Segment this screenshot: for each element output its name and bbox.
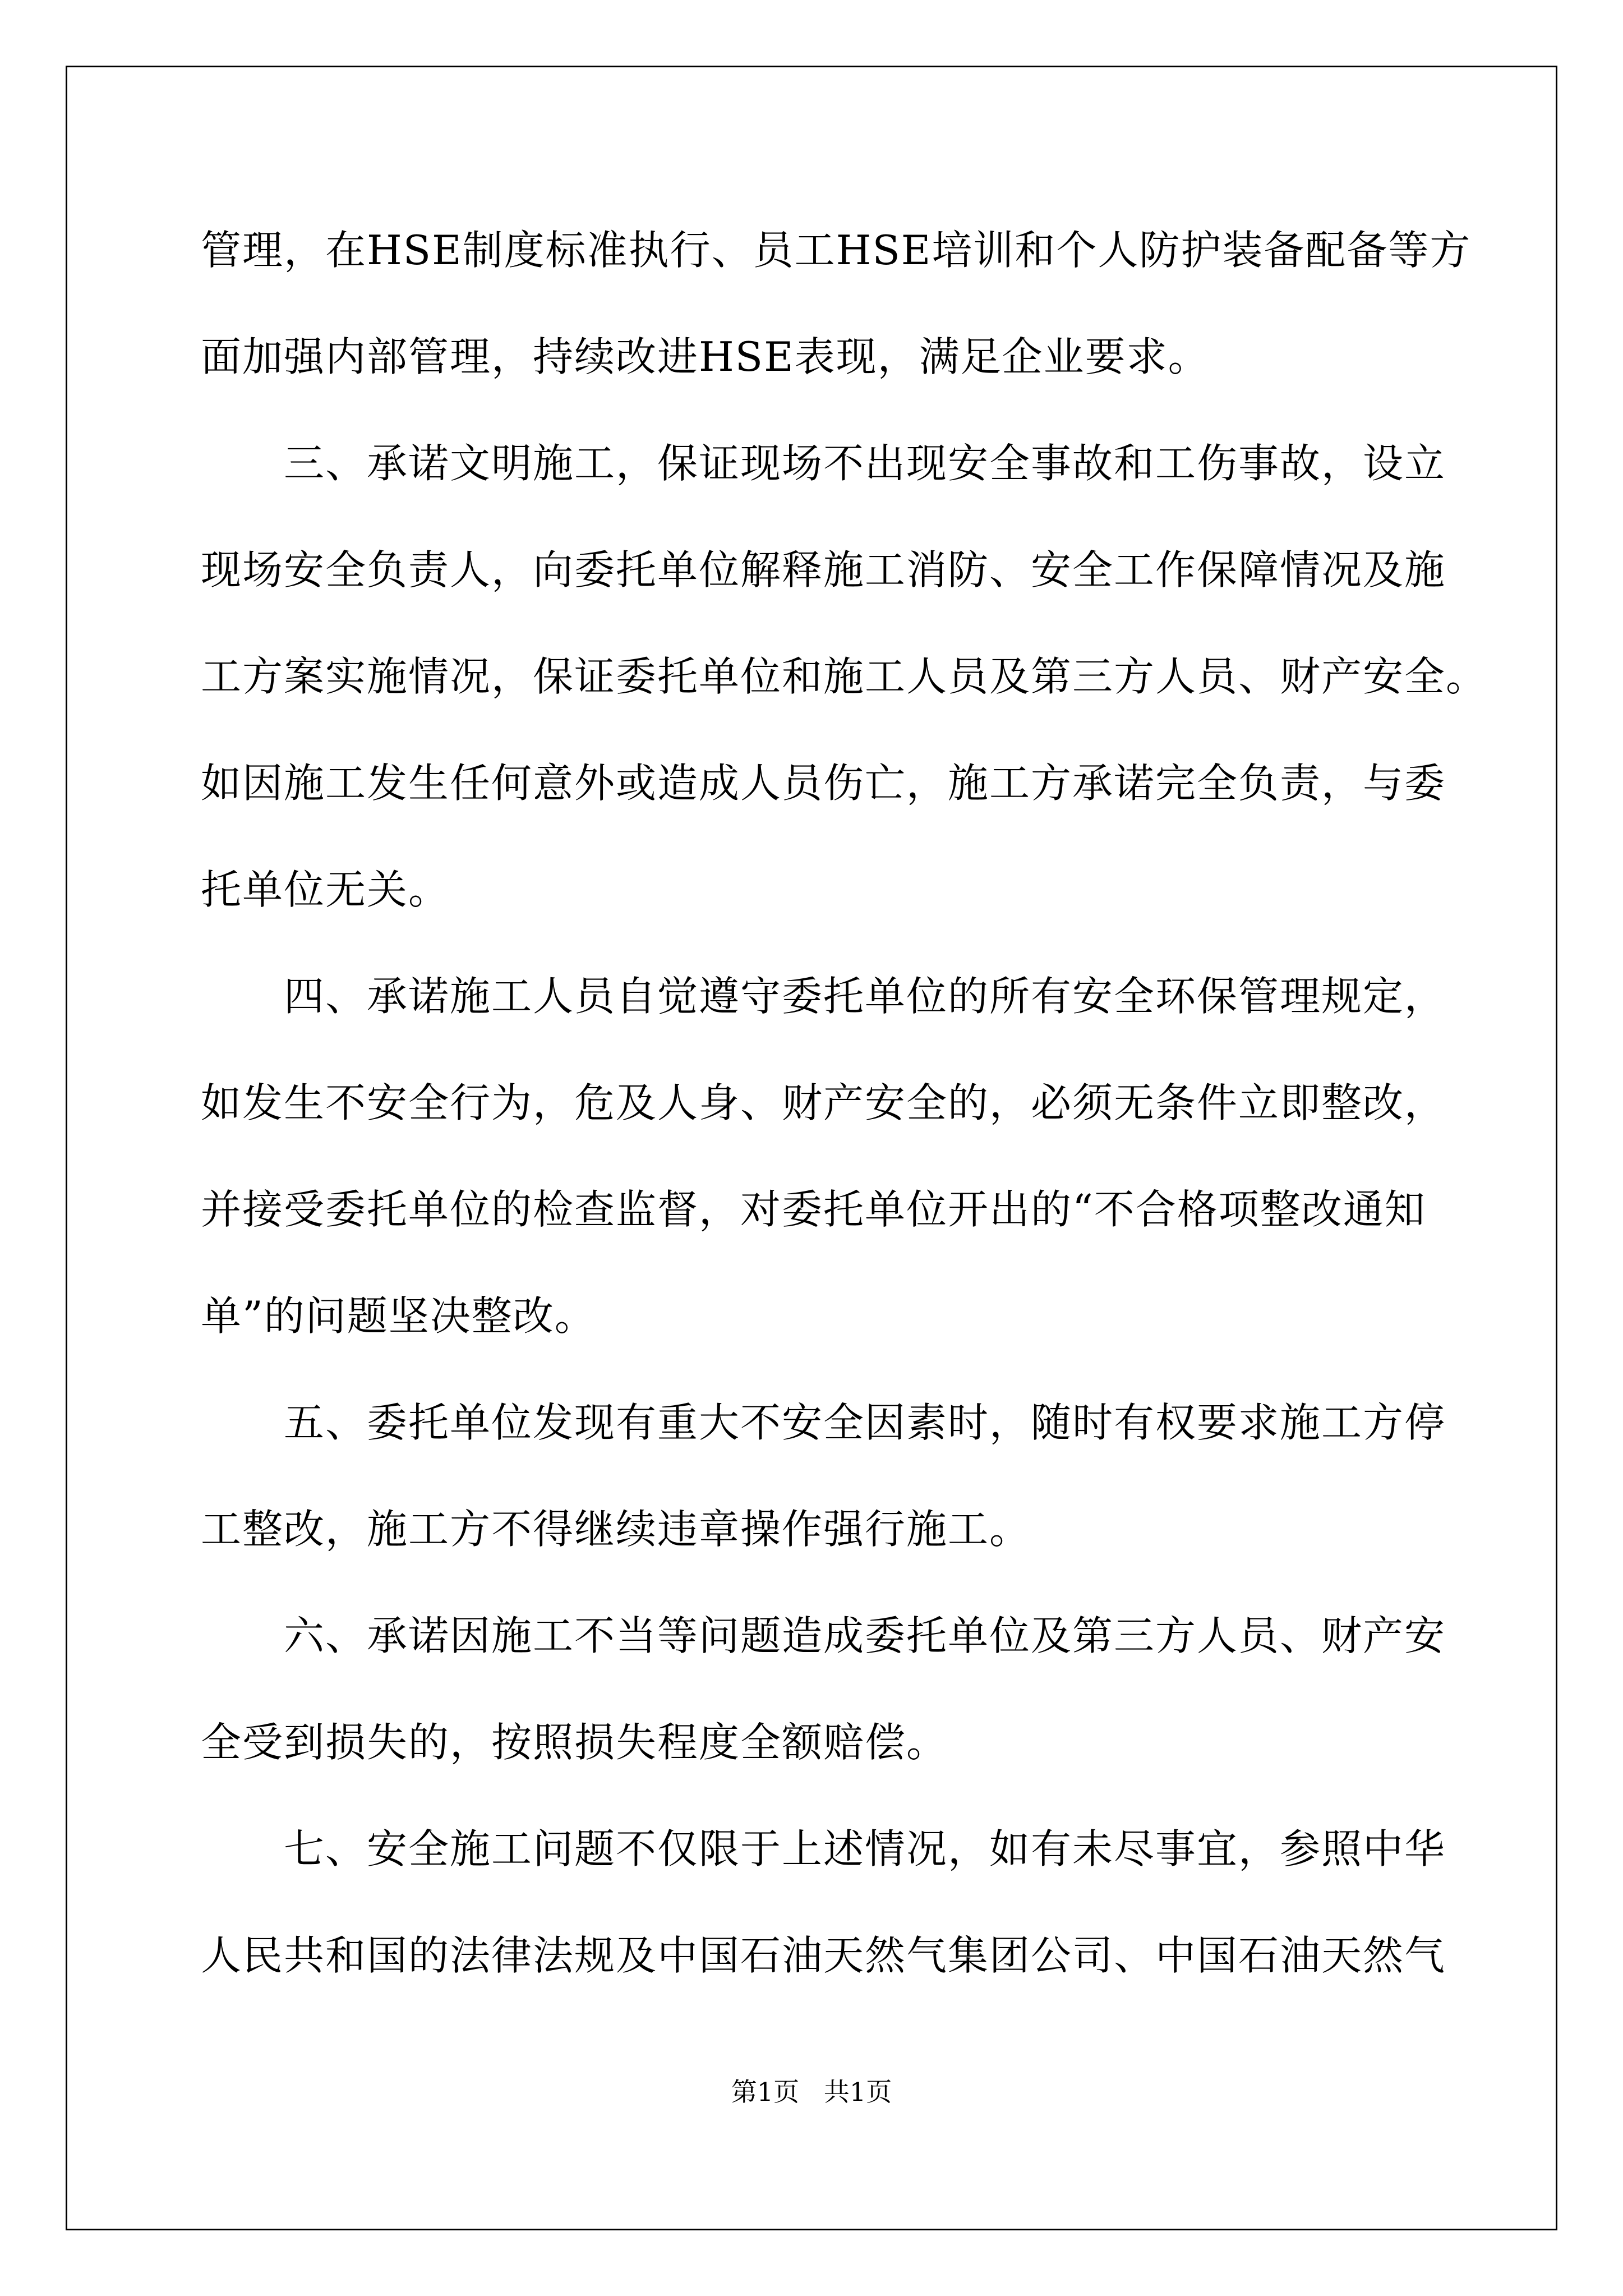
text-line: 托单位无关。: [201, 866, 450, 913]
text-line: 如发生不安全行为，危及人身、财产安全的，必须无条件立即整改，: [201, 1079, 1446, 1126]
text-line: 人民共和国的法律法规及中国石油天然气集团公司、中国石油天然气: [201, 1932, 1446, 1979]
paragraph-start-line: 六、承诺因施工不当等问题造成委托单位及第三方人员、财产安: [284, 1612, 1446, 1659]
text-line: 并接受委托单位的检查监督，对委托单位开出的“不合格项整改通知: [201, 1186, 1426, 1233]
text-line: 工整改，施工方不得继续违章操作强行施工。: [201, 1506, 1031, 1553]
text-line: 管理，在HSE制度标准执行、员工HSE培训和个人防护装备配备等方: [201, 227, 1472, 274]
paragraph-start-line: 三、承诺文明施工，保证现场不出现安全事故和工伤事故，设立: [284, 440, 1446, 487]
paragraph-start-line: 七、安全施工问题不仅限于上述情况，如有未尽事宜，参照中华: [284, 1825, 1446, 1872]
page-number-footer: 第1页 共1页: [731, 2077, 892, 2107]
paragraph-start-line: 五、委托单位发现有重大不安全因素时，随时有权要求施工方停: [284, 1399, 1446, 1446]
paragraph-start-line: 四、承诺施工人员自觉遵守委托单位的所有安全环保管理规定，: [284, 973, 1446, 1020]
text-line: 工方案实施情况，保证委托单位和施工人员及第三方人员、财产安全。: [201, 653, 1488, 700]
text-line: 全受到损失的，按照损失程度全额赔偿。: [201, 1719, 948, 1766]
text-line: 单”的问题坚决整改。: [201, 1292, 596, 1340]
page-border: [66, 66, 1557, 2230]
text-line: 如因施工发生任何意外或造成人员伤亡，施工方承诺完全负责，与委: [201, 760, 1446, 807]
text-line: 现场安全负责人，向委托单位解释施工消防、安全工作保障情况及施: [201, 546, 1446, 593]
text-line: 面加强内部管理，持续改进HSE表现，满足企业要求。: [201, 333, 1210, 380]
